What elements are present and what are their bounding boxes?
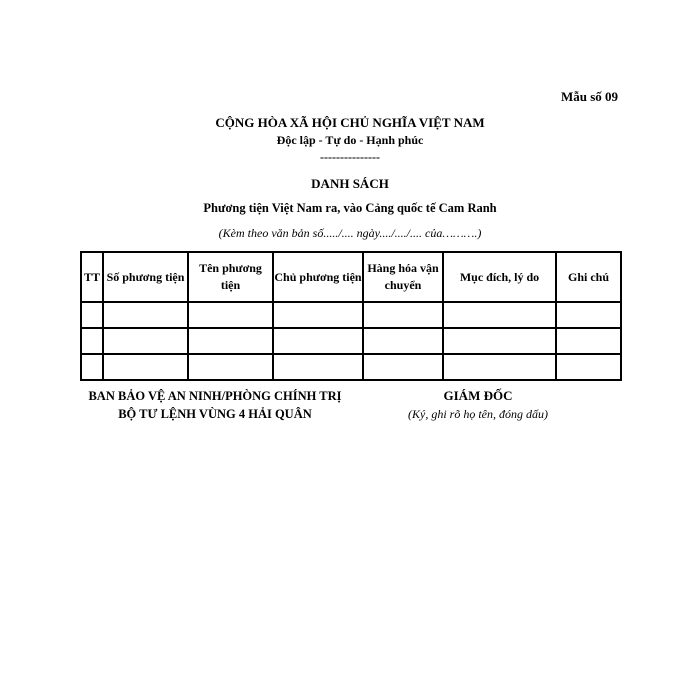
table-row xyxy=(81,302,621,328)
table-cell xyxy=(443,302,556,328)
table-cell xyxy=(188,328,273,354)
table-cell xyxy=(363,302,443,328)
table-cell xyxy=(556,328,621,354)
table-cell xyxy=(273,354,363,380)
national-title: CỘNG HÒA XÃ HỘI CHỦ NGHĨA VIỆT NAM xyxy=(215,115,485,130)
table-cell xyxy=(81,302,103,328)
header-divider: --------------- xyxy=(320,150,380,164)
table-cell xyxy=(273,328,363,354)
vehicle-list-table xyxy=(80,251,622,381)
table-cell xyxy=(103,354,188,380)
column-header-cargo: Hàng hóa vận chuyển xyxy=(363,252,443,302)
column-header-vehicle-name: Tên phương tiện xyxy=(188,252,273,302)
document-subtitle: Phương tiện Việt Nam ra, vào Cảng quốc tế Cam Ranh xyxy=(203,201,497,215)
right-signatory-block xyxy=(380,387,576,423)
national-motto: Độc lập - Tự do - Hạnh phúc xyxy=(276,133,424,147)
table-cell xyxy=(81,328,103,354)
table-cell xyxy=(556,354,621,380)
table-cell xyxy=(188,354,273,380)
column-header-vehicle-number: Số phương tiện xyxy=(103,252,188,302)
column-header-vehicle-owner: Chủ phương tiện xyxy=(273,252,363,302)
director-title: GIÁM ĐỐC xyxy=(443,388,513,403)
attachment-note: (Kèm theo văn bản số...../.... ngày..../..../.... của……….) xyxy=(218,226,482,240)
table-cell xyxy=(188,302,273,328)
column-header-tt: TT xyxy=(81,252,103,302)
table-row xyxy=(81,354,621,380)
table-cell xyxy=(556,302,621,328)
document-title: DANH SÁCH xyxy=(311,176,389,191)
table-cell xyxy=(363,354,443,380)
signature-instruction: (Ký, ghi rõ họ tên, đóng dấu) xyxy=(408,407,548,421)
table-cell xyxy=(443,354,556,380)
left-signatory-title: BAN BẢO VỆ AN NINH/PHÒNG CHÍNH TRỊ BỘ TƯ LỆNH VÙNG 4 HẢI QUÂN xyxy=(88,389,342,421)
table-cell xyxy=(103,328,188,354)
table-header-row xyxy=(81,252,621,302)
column-header-notes: Ghi chú xyxy=(556,252,621,302)
table-cell xyxy=(81,354,103,380)
table-cell xyxy=(103,302,188,328)
table-cell xyxy=(273,302,363,328)
form-number: Mẫu số 09 xyxy=(560,89,618,104)
table-cell xyxy=(363,328,443,354)
column-header-purpose: Mục đích, lý do xyxy=(443,252,556,302)
table-cell xyxy=(443,328,556,354)
table-row xyxy=(81,328,621,354)
